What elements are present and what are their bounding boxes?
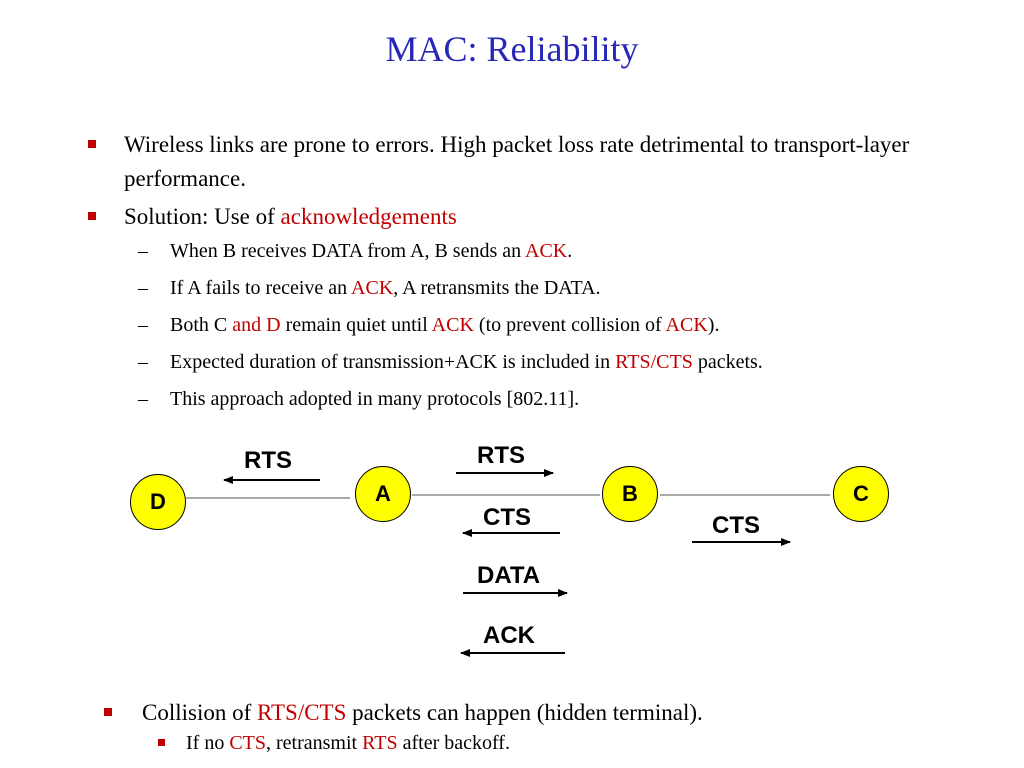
label-rts-to-d: RTS <box>244 447 292 474</box>
label-cts-b-c: CTS <box>712 512 760 539</box>
sub-bullet-text: When B receives DATA from A, B sends an <box>170 240 525 262</box>
sub-bullet-text: Expected duration of transmission+ACK is included in <box>170 351 616 373</box>
highlight-text: and D <box>232 314 281 336</box>
dash-marker: – <box>138 351 148 373</box>
sub-bullet-item <box>88 386 968 412</box>
label-cts-b-a: CTS <box>483 504 531 531</box>
label-rts-a-b: RTS <box>477 442 525 469</box>
label-ack: ACK <box>483 622 535 649</box>
sub-bullet-item <box>88 275 968 301</box>
label-data: DATA <box>477 562 541 589</box>
highlight-text: ACK <box>351 277 394 299</box>
sub-bullet-item <box>88 238 968 264</box>
node-c: C <box>833 466 889 522</box>
sub-bullet-text: If A fails to receive an <box>170 277 352 299</box>
bottom-notes <box>104 698 1004 758</box>
sub-bullet-text: ). <box>707 314 720 336</box>
bullet-item <box>88 128 968 196</box>
bullet-text: Collision of <box>142 700 258 725</box>
highlight-text: RTS/CTS <box>615 351 693 373</box>
node-b: B <box>602 466 658 522</box>
square-bullet-icon <box>158 739 165 746</box>
sub-bullet-text: packets. <box>692 351 763 373</box>
node-d: D <box>130 474 186 530</box>
square-bullet-icon <box>88 212 96 220</box>
bullet-text: Wireless links are prone to errors. High packet loss rate detrimental to transport-layer performance. <box>124 132 910 191</box>
slide-title: MAC: Reliability <box>385 29 639 69</box>
dash-marker: – <box>138 314 148 336</box>
square-bullet-icon <box>88 140 96 148</box>
sub-bullet-item <box>88 349 968 375</box>
highlight-text: ACK <box>665 314 708 336</box>
sub-bullet-text: This approach adopted in many protocols [802.11]. <box>170 388 580 410</box>
highlight-text: ACK <box>525 240 568 262</box>
sub-bullet-item <box>88 312 968 338</box>
sub-bullet-text: remain quiet until <box>280 314 432 336</box>
sub-bullet-text: (to prevent collision of <box>473 314 666 336</box>
sub-bullet-text: If no <box>186 732 230 754</box>
square-bullet-icon <box>104 708 112 716</box>
highlight-text: CTS <box>229 732 267 754</box>
sub-bullet-text: after backoff. <box>397 732 510 754</box>
bullet-list <box>88 128 968 423</box>
sub-bullet-text: , retransmit <box>266 732 363 754</box>
highlight-text: RTS <box>362 732 398 754</box>
sub-bullet-text: . <box>567 240 573 262</box>
bullet-text: packets can happen (hidden terminal). <box>346 700 703 725</box>
bullet-item <box>88 200 968 234</box>
highlight-text: acknowledgements <box>280 204 457 229</box>
highlight-text: RTS/CTS <box>257 700 347 725</box>
highlight-text: ACK <box>431 314 474 336</box>
sub-bullet-text: , A retransmits the DATA. <box>393 277 601 299</box>
bullet-text: Solution: Use of <box>124 204 281 229</box>
bullet-item <box>104 698 1004 728</box>
node-a: A <box>355 466 411 522</box>
dash-marker: – <box>138 277 148 299</box>
sub-bullet-text: Both C <box>170 314 233 336</box>
sub-bullet-item <box>104 728 1004 758</box>
dash-marker: – <box>138 240 148 262</box>
rts-cts-diagram <box>0 430 1024 680</box>
dash-marker: – <box>138 388 148 410</box>
